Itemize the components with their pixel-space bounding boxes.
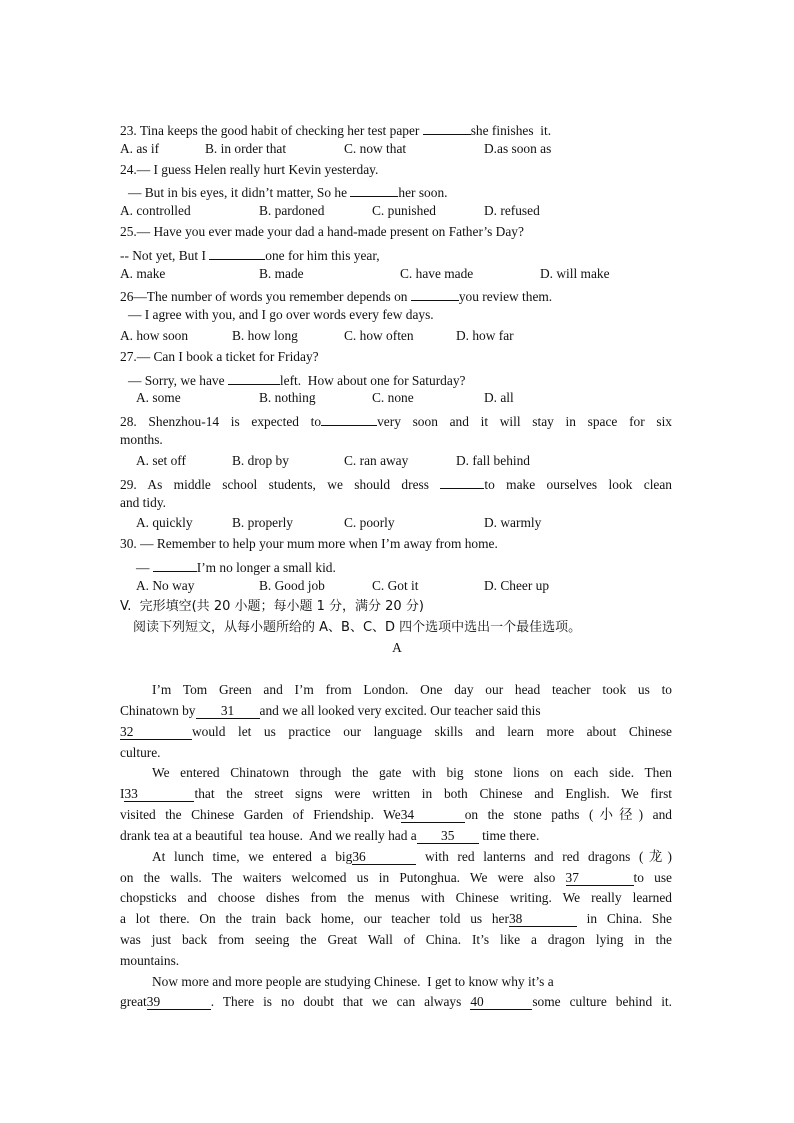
q29-stem-line2: and tidy.	[120, 495, 166, 510]
q30-stem-line1: 30. — Remember to help your mum more when I’m away from home.	[120, 536, 498, 551]
q24-stem-text-end: her soon.	[398, 185, 448, 200]
passage-p3-line6: mountains.	[120, 953, 180, 968]
q23-option-b: B. in order that	[205, 141, 287, 156]
q28-stem-text-end: very soon and it will stay in space for six	[377, 414, 673, 429]
passage-p2-line3	[120, 807, 672, 823]
passage-text: with red lanterns and red dragons (龙)	[416, 849, 672, 864]
q24-option-c: C. punished	[372, 203, 436, 218]
passage-p3-line2	[120, 870, 672, 886]
q30-stem-text: —	[136, 560, 153, 575]
blank-39: 39	[147, 995, 211, 1010]
blank-38: 38	[509, 912, 577, 927]
q26-blank	[411, 286, 459, 301]
passage-p1-line2	[120, 703, 541, 719]
passage-p4-line1: Now more and more people are studying Chinese. I get to know why it’s a	[152, 974, 554, 989]
blank-33: 33	[124, 787, 194, 802]
q28-option-d: D. fall behind	[456, 453, 531, 468]
q25-option-c: C. have made	[400, 266, 474, 281]
q25-option-b: B. made	[259, 266, 304, 281]
passage-p1-line1: I’m Tom Green and I’m from London. One day our head teacher took us to	[152, 682, 672, 697]
q23-option-d: D.as soon as	[484, 141, 552, 156]
q26-stem-line1	[120, 286, 552, 302]
q27-option-a: A. some	[136, 390, 181, 405]
q27-option-c: C. none	[372, 390, 414, 405]
q28-blank	[321, 411, 377, 426]
passage-p1-line4: culture.	[120, 745, 161, 760]
passage-text: in China. She	[576, 911, 672, 926]
passage-text: Chinatown by	[120, 703, 196, 718]
q26-option-a: A. how soon	[120, 328, 189, 343]
q23-stem-text: 23. Tina keeps the good habit of checking her test paper	[120, 123, 423, 138]
q23-option-c: C. now that	[344, 141, 407, 156]
q28-option-b: B. drop by	[232, 453, 289, 468]
q24-stem-line1: 24.— I guess Helen really hurt Kevin yesterday.	[120, 162, 379, 177]
passage-text: on the stone paths (小径) and	[464, 807, 672, 822]
q30-stem-line2	[136, 557, 336, 573]
passage-text: I	[120, 786, 125, 801]
blank-36: 36	[352, 850, 416, 865]
passage-p3-line5: was just back from seeing the Great Wall of China. It’s like a dragon lying in the	[120, 932, 672, 947]
q27-option-b: B. nothing	[259, 390, 316, 405]
passage-p3-line4	[120, 911, 672, 927]
q26-stem-text-end: you review them.	[458, 289, 553, 304]
q29-stem-line1	[120, 474, 672, 490]
q25-stem-text: -- Not yet, But I	[120, 248, 210, 263]
blank-31: 31	[196, 704, 260, 719]
passage-p2-line2	[120, 786, 672, 802]
passage-p3-line3: chopsticks and choose dishes from the menus with Chinese writing. We really learned	[120, 890, 672, 905]
q26-option-c: C. how often	[344, 328, 414, 343]
q24-option-a: A. controlled	[120, 203, 191, 218]
q27-stem-line1: 27.— Can I book a ticket for Friday?	[120, 349, 319, 364]
blank-35: 35	[417, 829, 479, 844]
q30-blank	[153, 557, 197, 572]
q30-option-c: C. Got it	[372, 578, 419, 593]
q29-option-a: A. quickly	[136, 515, 193, 530]
q27-option-d: D. all	[484, 390, 514, 405]
q28-option-a: A. set off	[136, 453, 186, 468]
q26-stem-line2: — I agree with you, and I go over words every few days.	[128, 307, 434, 322]
q29-stem-text-end: to make ourselves look clean	[484, 477, 672, 492]
blank-32: 32	[120, 725, 192, 740]
passage-label: A	[392, 640, 402, 655]
passage-text: drank tea at a beautiful tea house. And we really had a	[120, 828, 417, 843]
blank-40: 40	[470, 995, 532, 1010]
passage-text: some culture behind it.	[532, 994, 672, 1009]
blank-34: 34	[401, 808, 465, 823]
q29-option-c: C. poorly	[344, 515, 395, 530]
q30-stem-text-end: I’m no longer a small kid.	[196, 560, 336, 575]
passage-text: At lunch time, we entered a big	[152, 849, 353, 864]
q27-stem-line2	[128, 370, 465, 386]
q24-stem-text: — But in bis eyes, it didn’t matter, So he	[128, 185, 351, 200]
passage-p1-line3	[120, 724, 672, 740]
passage-text: great	[120, 994, 147, 1009]
section-heading: V. 完形填空(共 20 小题；每小题 1 分，满分 20 分)	[120, 599, 424, 614]
q26-option-b: B. how long	[232, 328, 298, 343]
passage-text: to use	[633, 870, 672, 885]
q28-stem-line2: months.	[120, 432, 163, 447]
passage-p3-line1	[152, 849, 672, 865]
passage-text: on the walls. The waiters welcomed us in Putonghua. We were also	[120, 870, 566, 885]
q24-blank	[350, 182, 398, 197]
passage-text: that the street signs were written in both Chinese and English. We first	[194, 786, 672, 801]
passage-text: . There is no doubt that we can always	[210, 994, 471, 1009]
passage-text: a lot there. On the train back home, our teacher told us her	[120, 911, 509, 926]
passage-p2-line1: We entered Chinatown through the gate with big stone lions on each side. Then	[152, 765, 672, 780]
q26-option-d: D. how far	[456, 328, 514, 343]
q27-stem-text-end: left. How about one for Saturday?	[279, 373, 466, 388]
q26-stem-text: 26—The number of words you remember depends on	[120, 289, 411, 304]
q28-option-c: C. ran away	[344, 453, 409, 468]
q23-stem-text-end: she finishes it.	[470, 123, 552, 138]
q27-blank	[228, 370, 280, 385]
q30-option-d: D. Cheer up	[484, 578, 550, 593]
q29-option-d: D. warmly	[484, 515, 542, 530]
q25-option-a: A. make	[120, 266, 166, 281]
section-instruction: 阅读下列短文，从每小题所给的 A、B、C、D 四个选项中选出一个最佳选项。	[133, 620, 582, 635]
passage-text: and we all looked very excited. Our teacher said this	[259, 703, 541, 718]
q23-option-a: A. as if	[120, 141, 160, 156]
q23-blank	[423, 120, 471, 135]
q25-stem-line1: 25.— Have you ever made your dad a hand-made present on Father’s Day?	[120, 224, 524, 239]
passage-text: visited the Chinese Garden of Friendship. We	[120, 807, 401, 822]
q30-option-b: B. Good job	[259, 578, 325, 593]
q25-stem-text-end: one for him this year,	[265, 248, 380, 263]
q29-stem-text: 29. As middle school students, we should dress	[120, 477, 441, 492]
q24-option-b: B. pardoned	[259, 203, 325, 218]
q28-stem-line1	[120, 411, 672, 427]
passage-text: time there.	[478, 828, 540, 843]
q25-stem-line2	[120, 245, 380, 261]
q24-stem-line2	[128, 182, 447, 198]
blank-37: 37	[566, 871, 634, 886]
passage-p2-line4	[120, 828, 539, 844]
q30-option-a: A. No way	[136, 578, 195, 593]
passage-p4-line2	[120, 994, 672, 1010]
q23-stem	[120, 120, 551, 136]
q25-option-d: D. will make	[540, 266, 610, 281]
q24-option-d: D. refused	[484, 203, 540, 218]
q27-stem-text: — Sorry, we have	[128, 373, 228, 388]
q29-blank	[440, 474, 484, 489]
q25-blank	[209, 245, 265, 260]
q28-stem-text: 28. Shenzhou-14 is expected to	[120, 414, 322, 429]
passage-text: would let us practice our language skills and learn more about Chinese	[192, 724, 672, 739]
q29-option-b: B. properly	[232, 515, 293, 530]
